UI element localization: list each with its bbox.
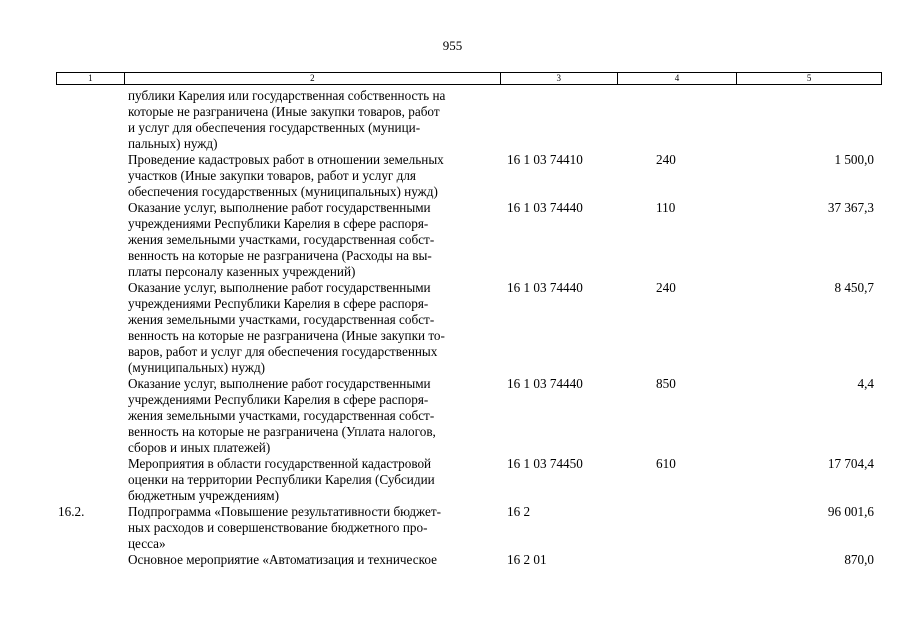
description-line: бюджетным учреждениям) [128, 488, 279, 503]
row-target-code: 16 2 [507, 504, 531, 519]
description-line: сборов и иных платежей) [128, 440, 271, 455]
row-amount: 37 367,3 [827, 200, 874, 215]
column-header-1: 1 [57, 73, 125, 84]
row-amount: 1 500,0 [834, 152, 874, 167]
description-line: публики Карелия или государственная собственность на [128, 88, 446, 103]
table-row [56, 88, 882, 152]
row-amount [716, 88, 882, 152]
row-expense-type: 110 [656, 200, 676, 215]
table-row [56, 376, 882, 456]
row-amount: 4,4 [857, 376, 874, 391]
description-line: Оказание услуг, выполнение работ государственными [128, 280, 431, 295]
row-target-code: 16 1 03 74410 [507, 152, 583, 167]
row-description [128, 376, 501, 456]
row-number [56, 376, 128, 456]
description-line: Подпрограмма «Повышение результативности бюджет- [128, 504, 441, 519]
column-header-2: 2 [125, 73, 501, 84]
description-line: обеспечения государственных (муниципальных) нужд) [128, 184, 438, 199]
row-description [128, 504, 501, 552]
column-header-3: 3 [501, 73, 618, 84]
row-description [128, 280, 501, 376]
row-target-code [501, 88, 626, 152]
row-expense-type [626, 88, 716, 152]
description-line: жения земельными участками, государственная собст- [128, 408, 435, 423]
table-body [56, 88, 882, 568]
row-expense-type [626, 552, 716, 568]
table-row [56, 280, 882, 376]
column-header-4: 4 [618, 73, 738, 84]
description-line: Оказание услуг, выполнение работ государственными [128, 376, 431, 391]
row-description [128, 200, 501, 280]
row-target-code: 16 1 03 74440 [507, 376, 583, 391]
row-target-code: 16 1 03 74440 [507, 200, 583, 215]
table-row [56, 504, 882, 552]
description-line: учреждениями Республики Карелия в сфере распоря- [128, 392, 429, 407]
description-line: учреждениями Республики Карелия в сфере распоря- [128, 216, 429, 231]
row-number [56, 88, 128, 152]
description-line: участков (Иные закупки товаров, работ и услуг для [128, 168, 416, 183]
description-line: ных расходов и совершенствование бюджетного про- [128, 520, 428, 535]
description-line: платы персоналу казенных учреждений) [128, 264, 356, 279]
row-expense-type: 850 [656, 376, 676, 391]
row-amount: 8 450,7 [834, 280, 874, 295]
description-line: Основное мероприятие «Автоматизация и техническое [128, 552, 437, 567]
row-expense-type: 240 [656, 152, 676, 167]
description-line: (муниципальных) нужд) [128, 360, 266, 375]
description-line: пальных) нужд) [128, 136, 218, 151]
description-line: которые не разграничена (Иные закупки товаров, работ [128, 104, 440, 119]
description-line: учреждениями Республики Карелия в сфере распоря- [128, 296, 429, 311]
description-line: и услуг для обеспечения государственных (муници- [128, 120, 421, 135]
row-expense-type: 240 [656, 280, 676, 295]
row-description [128, 456, 501, 504]
row-number [56, 200, 128, 280]
row-expense-type [626, 504, 716, 552]
row-number [56, 280, 128, 376]
description-line: жения земельными участками, государственная собст- [128, 312, 435, 327]
row-amount: 17 704,4 [827, 456, 874, 471]
description-line: оценки на территории Республики Карелия (Субсидии [128, 472, 435, 487]
row-number [56, 456, 128, 504]
description-line: варов, работ и услуг для обеспечения государственных [128, 344, 438, 359]
description-line: венность на которые не разграничена (Уплата налогов, [128, 424, 436, 439]
description-line: цесса» [128, 536, 166, 551]
row-description [128, 88, 501, 152]
row-target-code: 16 1 03 74450 [507, 456, 583, 471]
row-description [128, 152, 501, 200]
description-line: жения земельными участками, государственная собст- [128, 232, 435, 247]
table-row [56, 456, 882, 504]
row-number: 16.2. [58, 504, 85, 519]
description-line: венность на которые не разграничена (Иные закупки то- [128, 328, 445, 343]
table-row [56, 200, 882, 280]
row-number [56, 152, 128, 200]
table-header [56, 72, 882, 85]
description-line: Мероприятия в области государственной кадастровой [128, 456, 432, 471]
page-number: 955 [442, 38, 463, 53]
row-description [128, 552, 501, 568]
description-line: Оказание услуг, выполнение работ государственными [128, 200, 431, 215]
table-row [56, 552, 882, 568]
table-row [56, 152, 882, 200]
row-amount: 96 001,6 [827, 504, 874, 519]
description-line: венность на которые не разграничена (Расходы на вы- [128, 248, 432, 263]
row-expense-type: 610 [656, 456, 676, 471]
row-number [56, 552, 128, 568]
row-amount: 870,0 [844, 552, 874, 567]
row-target-code: 16 2 01 [507, 552, 547, 567]
column-header-5: 5 [806, 73, 812, 83]
description-line: Проведение кадастровых работ в отношении земельных [128, 152, 444, 167]
row-target-code: 16 1 03 74440 [507, 280, 583, 295]
